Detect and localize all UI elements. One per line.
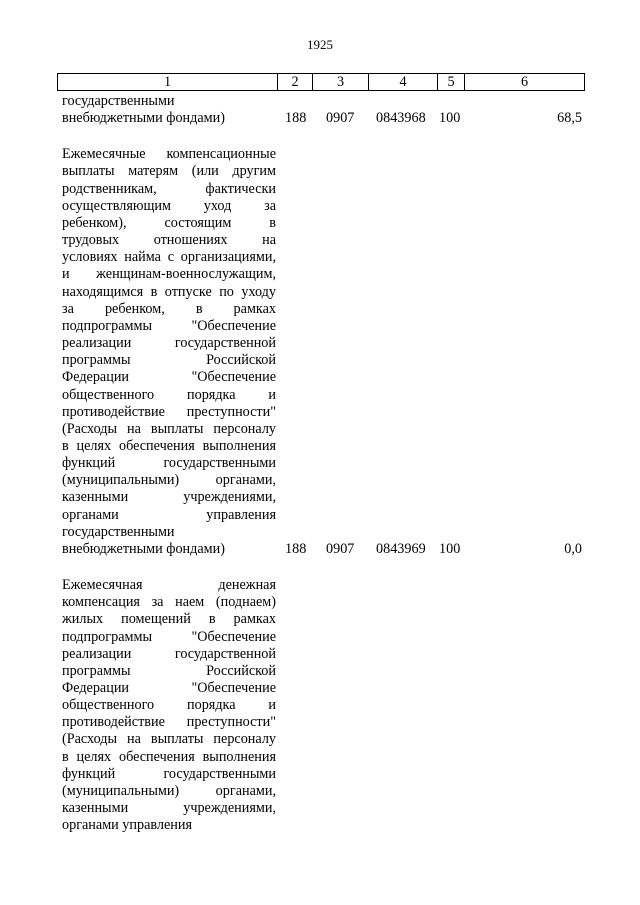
- description-line: в целях обеспечения выполнения: [62, 437, 276, 454]
- page-number: 1925: [307, 37, 333, 52]
- section-code: 188: [285, 541, 307, 558]
- table-row: [62, 93, 582, 127]
- row-values: [62, 110, 582, 127]
- subsection-code: 0907: [326, 541, 355, 558]
- description-line: Ежемесячные компенсационные: [62, 146, 276, 163]
- table-body: [62, 93, 582, 834]
- description-line: казенными учреждениями,: [62, 489, 276, 506]
- description-line: ребенком), состоящим в: [62, 214, 276, 231]
- target-article-code: 0843968: [376, 110, 426, 127]
- table-row: [62, 146, 582, 558]
- description-line: программы Российской: [62, 662, 276, 679]
- row-description: [62, 577, 276, 834]
- description-line: внебюджетными фондами): [62, 540, 225, 557]
- header-col-1: 1: [163, 74, 172, 90]
- description-line: государственными: [62, 523, 175, 540]
- description-line: противодействие преступности": [62, 403, 276, 420]
- description-line: за ребенком, в рамках: [62, 300, 276, 317]
- table-header: [57, 73, 585, 91]
- description-line: подпрограммы "Обеспечение: [62, 317, 276, 334]
- description-line: Федерации "Обеспечение: [62, 680, 276, 696]
- expense-type-code: 100: [439, 541, 461, 558]
- description-line: подпрограммы "Обеспечение: [62, 628, 276, 645]
- header-col-5: 5: [437, 74, 464, 90]
- description-line: родственникам, фактически: [62, 180, 276, 197]
- row-values: [62, 817, 582, 834]
- description-line: внебюджетными фондами): [62, 110, 225, 127]
- description-line: противодействие преступности": [62, 714, 276, 731]
- description-line: органами управления: [62, 506, 276, 523]
- description-line: (Расходы на выплаты персоналу: [62, 731, 276, 748]
- description-line: Ежемесячная денежная: [62, 577, 276, 594]
- header-col-2: 2: [277, 74, 312, 90]
- subsection-code: 0907: [326, 110, 355, 127]
- description-line: функций государственными: [62, 765, 276, 782]
- description-line: находящимся в отпуске по уходу: [62, 283, 276, 300]
- description-line: реализации государственной: [62, 335, 276, 352]
- description-line: общественного порядка и: [62, 697, 276, 714]
- description-line: осуществляющим уход за: [62, 197, 276, 214]
- expense-type-code: 100: [439, 110, 461, 127]
- row-description: [62, 146, 276, 558]
- description-line: (Расходы на выплаты персоналу: [62, 420, 276, 437]
- target-article-code: 0843969: [376, 541, 426, 558]
- description-line: в целях обеспечения выполнения: [62, 748, 276, 765]
- description-line: государственными: [62, 93, 175, 109]
- row-values: [62, 541, 582, 558]
- header-col-6: 6: [464, 74, 584, 90]
- header-col-4: 4: [368, 74, 437, 90]
- description-line: выплаты матерям (или другим: [62, 163, 276, 180]
- amount-value: 0,0: [564, 541, 582, 558]
- description-line: Федерации "Обеспечение: [62, 369, 276, 386]
- description-line: реализации государственной: [62, 645, 276, 662]
- description-line: программы Российской: [62, 352, 276, 369]
- header-col-3: 3: [312, 74, 368, 90]
- description-line: и женщинам-военнослужащим,: [62, 266, 276, 283]
- description-line: казенными учреждениями,: [62, 800, 276, 817]
- description-line: органами управления: [62, 817, 192, 834]
- description-line: жилых помещений в рамках: [62, 611, 276, 628]
- description-line: условиях найма с организациями,: [62, 249, 276, 266]
- section-code: 188: [285, 110, 307, 127]
- description-line: компенсация за наем (поднаем): [62, 594, 276, 611]
- description-line: общественного порядка и: [62, 386, 276, 403]
- description-line: трудовых отношениях на: [62, 232, 276, 249]
- description-line: (муниципальными) органами,: [62, 782, 276, 799]
- amount-value: 68,5: [557, 110, 582, 127]
- table-row: [62, 577, 582, 834]
- description-line: функций государственными: [62, 455, 276, 472]
- description-line: (муниципальными) органами,: [62, 472, 276, 489]
